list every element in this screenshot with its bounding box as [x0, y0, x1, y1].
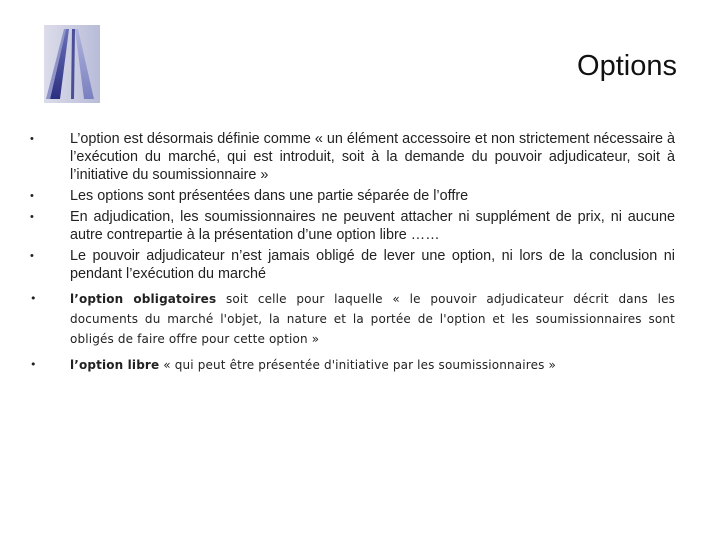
bullet-dot: • [30, 190, 34, 202]
bullet-text: L’option est désormais définie comme « un élément accessoire et non strictement nécessaire à l’exécution du marché, qui est introduit, soit à la demande du pouvoir adjudicateur, soit à l’initiative du soumissionnaire » [70, 131, 675, 183]
list-item [30, 208, 675, 244]
bullet-term: l’option libre [70, 358, 160, 372]
bullet-dot: • [30, 292, 37, 305]
road-perspective-logo-icon [44, 25, 100, 103]
bullet-term: l’option obligatoires [70, 292, 217, 306]
bullet-text: soit celle pour laquelle « le pouvoir adjudicateur décrit dans les documents du marché l'objet, la nature et la portée de l'option et les soumissionnaires sont obligés de faire offre pour cette option » [70, 292, 675, 346]
bullet-text: En adjudication, les soumissionnaires ne peuvent attacher ni supplément de prix, ni aucune autre contrepartie à la présentation d’une option libre …… [70, 209, 675, 243]
bullet-dot: • [30, 358, 37, 371]
bullet-list [30, 130, 675, 378]
logo [44, 25, 100, 103]
bullet-dot: • [30, 250, 34, 262]
list-item [30, 130, 675, 184]
bullet-text: Le pouvoir adjudicateur n’est jamais obligé de lever une option, ni lors de la conclusion ni pendant l’exécution du marché [70, 248, 675, 282]
list-item [30, 289, 675, 349]
list-item [30, 187, 675, 205]
bullet-dot: • [30, 211, 34, 223]
bullet-text: « qui peut être présentée d'initiative par les soumissionnaires » [159, 358, 556, 372]
bullet-dot: • [30, 133, 34, 145]
slide-title: Options [577, 50, 677, 82]
list-item [30, 355, 675, 375]
bullet-text: Les options sont présentées dans une partie séparée de l’offre [70, 188, 469, 204]
list-item [30, 247, 675, 283]
